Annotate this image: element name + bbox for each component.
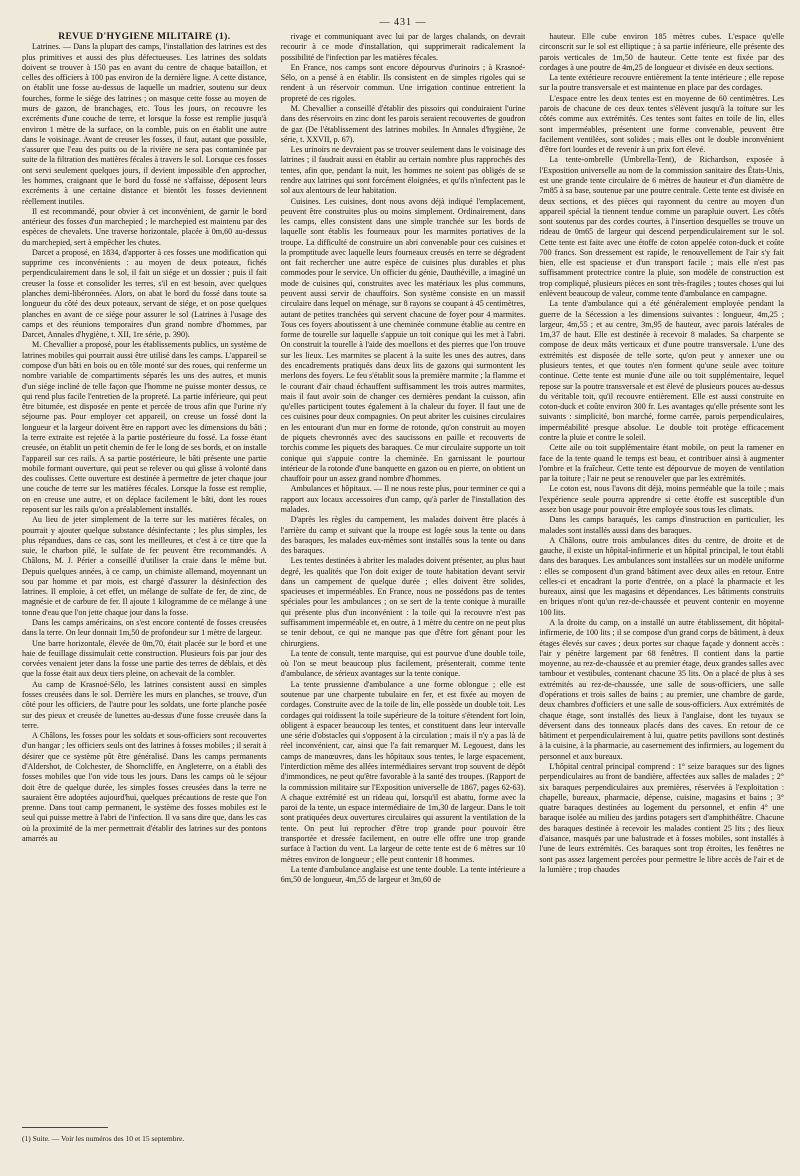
paragraph: M. Chevallier a conseillé d'établir des pissoirs qui conduiraient l'urine dans des réservoirs en zinc dont les parois seraient recouvertes de goudron de gaz (De l'établissement des latrines mobiles. In Annales d'hygiène, 2e série, t. XXVII, p. 67).: [280, 103, 526, 144]
paragraph: La tente extérieure recouvre entièrement la tente intérieure ; elle repose sur la poutre transversale et est maintenue en place par des cordages.: [539, 73, 785, 93]
paragraph: Dans les camps américains, on s'est encore contenté de fosses creusées dans la terre. On leur donnait 1m,50 de profondeur sur 1 mètre de largeur.: [22, 618, 267, 638]
paragraph: Une barre horizontale, élevée de 0m,70, était placée sur le bord et une haie de feuillage dissimulait cette construction. Plusieurs fois par jour des corvées venaient jeter dans la fosse une partie des terres de déblais, et dès que la fosse était aux deux tiers pleine, on achevait de la combler.: [22, 638, 267, 679]
paragraph: hauteur. Elle cube environ 185 mètres cubes. L'espace qu'elle circonscrit sur le sol est elliptique ; à sa partie inférieure, elle présente des parois verticales de 1m,50 de hauteur. Cette tente est fixée par des cordages à une poutre de 4m,25 de longueur et divisée en deux sections.: [539, 32, 785, 72]
article-title: REVUE D'HYGIÈNE MILITAIRE (1).: [58, 32, 231, 42]
paragraph: La tente d'ambulance anglaise est une tente double. La tente intérieure a 6m,50 de longueur, 4m,55 de largeur et 3m,60 de: [280, 864, 526, 885]
paragraph: Le coton est, nous l'avons dit déjà, moins perméable que la toile ; mais l'expérience seule pourra apprendre si cette étoffe est susceptible d'un assez bon usage pour pouvoir être employée sous tous les climats.: [539, 484, 785, 514]
paragraph: Les tentes destinées à abriter les malades doivent présenter, au plus haut degré, les qualités que l'on doit exiger de toute habitation devant servir dans un campement de quelque durée ; elles doivent être solides, spacieuses et imperméables. En France, nous ne possédons pas de tentes spéciales pour les ambulances ; on se sert de la tente conique à muraille qui présente plus d'un inconvénient : la toile qui la recouvre n'est pas suffisamment imperméable et, en outre, à 1 mètre du centre on ne peut plus se tenir debout, ce qui ne manque pas que d'être fort gênant pour les chirurgiens.: [280, 556, 526, 648]
column-1-text: [22, 42, 267, 844]
paragraph: Cette aile ou toit supplémentaire étant mobile, on peut la ramener en face de la tente quand le temps est beau, et contribuer ainsi à augmenter l'ombre et la fraîcheur. Cette tente est dépourvue de moyen de ventilation par la toiture ; l'air ne peut se renouveler que par les extrémités.: [539, 443, 785, 484]
paragraph: Au camp de Krasnoé-Sélo, les latrines consistent aussi en simples fosses creusées dans le sol. Derrière les murs en planches, se trouve, d'un côté pour les officiers, de l'autre pour les soldats, une forte planche posée sur des pieux et creusée de lunettes au-dessus d'une fosse creusée dans la terre.: [22, 679, 267, 730]
paragraph: D'après les règles du campement, les malades doivent être placés à l'arrière du camp et suivant que la troupe est logée sous la tente ou dans des baraques, les malades eux-mêmes sont installés sous la tente ou dans des baraques.: [280, 515, 526, 556]
paragraph: Cuisines. Les cuisines, dont nous avons déjà indiqué l'emplacement, peuvent être construites plus ou moins simplement. Ordinairement, dans les camps, elles consistent dans une simple tranchée sur les bords de laquelle sont établis les fourneaux pour les marmites portatives de la troupe. La difficulté de construire un abri convenable pour ces cuisines et la promptitude avec laquelle leurs fourneaux creusés en terre se dégradent ont fait rechercher une autre espèce de cuisines plus durables et plus commodes pour le service. Un officier du génie, Dauthéville, a imaginé un mode de cuisines qui, construites avec les matériaux les plus communs, peuvent aussi servir de chauffoirs. Son système consiste en un massif circulaire dans lequel on ménage, sur 8 rayons se coupant à 45 centimètres, autant de petites tranchées qui servent chacune de foyer pour 4 marmites. Tous ces foyers aboutissent à une cheminée commune établie au centre en forme de tourelle sur laquelle s'appuie un toit conique qui les met à l'abri. On construit la tourelle à l'aide des moellons et des pierres que l'on trouve sur les lieux. Les marmites se placent à la suite les unes des autres, dans des encadrements pratiqués dans deux lits de gazons qui surmontent les merlons des foyers. Le feu s'établit sous la première marmite ; la flamme et le courant d'air chaud échauffent suffisamment les trois autres marmites, mais il faut avoir soin de changer ces dernières pendant la cuisson, afin qu'elles participent toutes également à la chaleur du foyer. Il faut une de ces cuisines pour deux compagnies. On peut abriter les cuisines circulaires en les entourant d'un mur en forme de rotonde, qu'on construit au moyen de piquets chevronnés avec des saucissons en paille et recouverts de torchis comme les piquets des baraques. Ce mur circulaire supporte un toit conique qui s'appuie contre la cheminée. En garnissant le pourtour intérieur de la rotonde d'une banquette en gazon ou en pierre, on obtient un chauffoir pour un assez grand nombre d'hommes.: [280, 196, 526, 484]
paragraph: En France, nos camps sont encore dépourvus d'urinoirs ; à Krasnoé-Sélo, on a pensé à en établir. Ils consistent en de simples rigoles qui se rendent à un réservoir commun. Une irrigation continue entretient la propreté de ces rigoles.: [280, 62, 526, 103]
paragraph: M. Chevallier a proposé, pour les établissements publics, un système de latrines mobiles qui pourrait aussi être utilisé dans les camps. L'appareil se compose d'un bâti en bois ou en tôle monté sur des roues, qui renferme un nombre variable de compartiments séparés les uns des autres, et munis d'un siége incliné de telle façon que l'homme ne puisse monter dessus, ce qui rend plus facile l'entretien de la propreté. La partie inférieure, qui peut être bitumée, est disposée en pente et percée de trous afin que l'urine n'y séjourne pas. Pour employer cet appareil, on creuse un fossé dont la longueur et la largeur doivent être en rapport avec les dimensions du bâti ; la terre extraite est rejetée à la partie postérieure du fossé. La fosse étant creusée, on établit un petit chemin de fer le long de ses bords, et on installe l'appareil sur ces rails. A sa partie postérieure, le bâti présente une partie mobile formant ouverture, qui peut se relever ou qui glisse à volonté dans des coulisses. Cette ouverture est destinée à permettre de jeter chaque jour une couche de terre sur les matières fécales. Lorsque la fosse est remplie, on en creuse une autre, et on déplace facilement le bâti, dont les roues reposent sur les rails qu'on a préalablement installés.: [22, 340, 267, 514]
paragraph: L'hôpital central principal comprend : 1° seize baraques sur des lignes perpendiculaires au front de bandière, affectées aux salles de malades ; 2° six baraques perpendiculaires aux premières, réservées à l'exploitation : chapelle, bureaux, pharmacie, dépense, cuisine, magasins et bains ; 3° quatre baraques destinées au logement du personnel, et enfin 4° une baraque isolée au milieu des jardins potagers sert d'amphithéâtre. Chacune des baraques destinée à recevoir les malades contient 25 lits ; des lieux d'aisance, masqués par une balustrade et à fosses mobiles, sont installés à l'une de leurs extrémités. Ces baraques sont trop étroites, les fenêtres ne sont pas assez largement percées pour permettre le libre accès de l'air et de la lumière ; trop chaudes: [539, 761, 785, 874]
paragraph: Il est recommandé, pour obvier à cet inconvénient, de garnir le bord antérieur des fosses d'un marchepied ; le marchepied est maintenu par des espèces de chevalets. Une traverse horizontale, placée à 0m,60 au-dessus du marchepied, sert à empêcher les chutes.: [22, 206, 267, 247]
column-2-text: [281, 32, 526, 885]
column-2: [281, 32, 526, 1158]
paragraph: A Châlons, outre trois ambulances dites du centre, de droite et de gauche, il existe un hôpital-infirmerie et un hôpital principal, le tout établi dans des baraques. Les ambulances sont installées sur un modèle uniforme : elles se composent d'un grand bâtiment avec deux ailes en retour. Entre celles-ci et encadrant la porte d'entrée, on a placé la pharmacie et les bureaux, ainsi que les magasins et dépendances. Les bâtiments construits en briques n'ont qu'un rez-de-chaussée et peuvent contenir en moyenne 100 lits.: [539, 535, 785, 617]
paragraph: La tente prussienne d'ambulance a une forme oblongue ; elle est soutenue par une charpente tubulaire en fer, et est fixée au moyen de cordages. Construite avec de la toile de lin, elle possède un double toit. Les cordages qui roidissent la toile supérieure de la toiture s'étendent fort loin, obligent à espacer beaucoup les tentes, et constituent dans leur intervalle une série d'obstacles qui s'opposent à la circulation ; mais il n'y a pas là de réel inconvénient, car, ainsi que l'a fait remarquer M. Legouest, dans les camps de manœuvres, dans les hôpitaux sous tentes, le large espacement, l'interdiction même des allées intermédiaires servant trop souvent de dépôt d'immondices, ne peut qu'être favorable à la santé des troupes. (Rapport de la commission militaire sur l'Exposition universelle de 1867, pages 62-63). A chaque extrémité est un rideau qui, lorsqu'il est abattu, forme avec la paroi de la tente, un espace intermédiaire de 1m,30 de largeur. Dans le toit sont pratiquées deux ouvertures circulaires qui assurent la ventilation de la tente. On peut lui reprocher d'être trop grande pour pouvoir être transportée et dressée facilement, en outre elle offre une trop grande surface à l'action du vent. La largeur de cette tente est de 6 mètres sur 10 mètres environ de longueur ; elle peut contenir 18 hommes.: [280, 679, 526, 864]
paragraph: Les urinoirs ne devraient pas se trouver seulement dans le voisinage des latrines ; il faudrait aussi en établir au certain nombre plus rapprochés des tentes, afin que, pendant la nuit, les hommes ne soient pas obligés de se rendre aux latrines qui sont forcément éloignées, et qu'ils n'infectent pas le sol aux alentours de leur habitation.: [280, 145, 526, 196]
paragraph: Latrines. — Dans la plupart des camps, l'installation des latrines est des plus primitives et aussi des plus défectueuses. Les latrines des soldats doivent se trouver à 150 pas en avant du centre de chaque bataillon, et celles des officiers à 100 pas environ de la dernière ligne. A cette distance, on établit une fosse au-dessus de laquelle un madrier, soutenu sur deux fourches, forme le siége des latrines ; on masque cette fosse au moyen de murs de gazon, de branchages, etc. Tous les jours, on recouvre les excréments d'une couche de terre, et lorsque la fosse est remplie jusqu'à environ 1 mètre de la surface, on la comble, puis on en établit une autre dans le voisinage. Avant de creuser les fosses, il faut, autant que possible, s'assurer que l'eau des puits ou de la rivière ne sera pas contaminée par suite de la filtration des matières fécales à travers le sol. Lorsque ces fosses ont servi seulement quelques jours, il devient impossible d'en approcher, les hommes, craignant que le bord du fossé ne s'affaisse, déposent leurs excréments à une certaine distance et bientôt les fosses deviennent réellement inutiles.: [22, 42, 267, 206]
paragraph: Au lieu de jeter simplement de la terre sur les matières fécales, on pourrait y ajouter quelque substance désinfectante ; les plus simples, les plus répandues, dans ce cas, sont les meilleures, et c'est à ce titre que la suie, le charbon pilé, le sulfate de fer peuvent être recommandés. A Châlons, M. J. Périer a conseillé d'utiliser la craie dans le même but. Depuis quelques années, à ce camp, un chimiste allemand, moyennant un sou par homme et par mois, est chargé d'assurer la désinfection des latrines. Il emploie, à cet effet, un mélange de sulfate de fer, de zinc, de magnésie et de carbure de fer. Il ajoute 1 kilogramme de ce mélange à une tonne d'eau que l'on jette chaque jour dans la fosse.: [22, 515, 267, 617]
paragraph: Dans les camps baraqués, les camps d'instruction en particulier, les malades sont installés aussi dans des baraques.: [539, 515, 785, 535]
page-number: — 431 —: [379, 17, 427, 28]
paragraph: L'espace entre les deux tentes est en moyenne de 60 centimètres. Les parois de chacune de ces deux tentes s'élèvent jusqu'à la toiture sur les côtés comme aux extrémités. Ces tentes sont faites en toile de lin, elles sont imperméables, présentent une forme convenable, peuvent être facilement ventilées, sont solides ; mais elles ont le double inconvénient d'être fort lourdes et de revenir à un prix fort élevé.: [539, 93, 785, 155]
paragraph: La tente de consult, tente marquise, qui est pourvue d'une double toile, où l'on se meut beaucoup plus facilement, présenterait, comme tente d'ambulance, de sérieux avantages sur la tente conique.: [280, 648, 526, 679]
paragraph: La tente-ombrelle (Umbrella-Tent), de Richardson, exposée à l'Exposition universelle au nom de la commission sanitaire des États-Unis, est une grande tente circulaire de 6 mètres de hauteur et d'un diamètre de 7m85 à sa base, soutenue par une poutre centrale. Cette tente est divisée en deux sections, et des pièces qui rayonnent du centre au moyen d'un appareil spécial la tiennent tendue comme un parapluie ouvert. Les côtés sont soutenus par des cordes courtes, à l'insertion desquelles se trouve un rideau de 0m65 de largeur qui descend perpendiculairement sur le sol. Cette tente est faite avec une étoffe de coton appelée coton-duck et coûte 700 francs. Son dressement est rapide, le renouvellement de l'air s'y fait bien, elle est spacieuse et d'un transport facile ; mais elle n'est pas suffisamment protectrice contre la pluie, son modèle de construction est trop compliqué, plusieurs pièces en sont très-fragiles ; toutes choses qui lui enlèvent beaucoup de valeur, comme tente d'ambulance en campagne.: [539, 155, 785, 299]
columns: [22, 32, 784, 1158]
column-3: [539, 32, 784, 1158]
paragraph: rivage et communiquant avec lui par de larges chalands, on devrait recourir à ce mode d'installation, qui supprimerait radicalement la possibilité de l'infection par les matières fécales.: [280, 32, 526, 62]
footnote: (1) Suite. — Voir les numéros des 10 et 15 septembre.: [22, 1133, 185, 1143]
paragraph: Ambulances et hôpitaux. — Il ne nous reste plus, pour terminer ce qui a rapport aux locaux accessoires d'un camp, qu'à parler de l'installation des malades.: [280, 484, 526, 514]
paragraph: A la droite du camp, on a installé un autre établissement, dit hôpital-infirmerie, de 100 lits ; il se compose d'un grand corps de bâtiment, à deux étages élevés sur caves ; deux portes sur chaque façade y donnent accès : l'air y pénètre largement par 68 fenêtres. Il contient dans la partie moyenne, au rez-de-chaussée et au premier étage, deux grandes salles avec tambour et vestibules, contenant chacune 35 lits. On a placé de plus à ses extrémités au rez-de-chaussée, une salle de sous-officiers, une salle d'opérations et trois salles de bains ; au premier, une chambre de garde, deux chambres d'officiers et une salle de sous-officiers. Aux extrémités de chaque étage, sont installés des lieux à l'anglaise, dont les tuyaux se déversent dans des tonneaux placés dans des caves. En retour de ce bâtiment et perpendiculairement à lui, quatre petits pavillons sont destinés à la cuisine, à la pharmacie, au casernement des infirmiers, au logement du personnel et aux bureaux.: [539, 618, 785, 761]
paragraph: La tente d'ambulance qui a été généralement employée pendant la guerre de la Sécession a les dimensions suivantes : longueur, 4m,25 ; largeur, 4m,55 ; et au centre, 3m,95 de hauteur, avec parois latérales de 1m,37 de haut. Elle est destinée à recevoir 8 malades. Sa charpente se compose de deux mâts verticaux et d'une poutre transversale. L'une des extrémités est disposée de telle sorte, qu'on peut y annexer une ou plusieurs tentes, et que toutes n'en forment qu'une seule avec toiture continue. Cette tente est munie d'une aile ou toit supplémentaire, lequel repose sur la poutre transversale et est élevé de plusieurs pouces au-dessus du véritable toit, qu'il recouvre entièrement. Elle est aussi construite en coton-duck et coûte environ 300 fr. Les avantages qu'elle présente sont les suivants : simplicité, bon marché, forme carrée, parois perpendiculaires, imperméabilité presque absolue. Le double toit protège efficacement contre la pluie et contre le soleil.: [539, 299, 785, 442]
paragraph: Darcet a proposé, en 1834, d'apporter à ces fosses une modification qui supprime ces inconvénients : au moyen de deux poteaux, fichés perpendiculairement dans le sol, il fait un siége et un dossier ; puis il fait creuser la fosse et consolider les terres, s'il en est besoin, avec quelques planches demi-libéronnées. Alors, on abat le bord du fossé dans toute sa longueur du côté des deux poteaux, servant de siége, et on pose quelques planches en avant de ce siége pour assurer le sol (Latrines à l'usage des camps et des réunions temporaires d'un grand nombre d'hommes, par Darcet, Annales d'hygiène, t. XII, 1re série, p. 390).: [22, 247, 267, 340]
paragraph: A Châlons, les fosses pour les soldats et sous-officiers sont recouvertes d'un hangar ; les officiers seuls ont des latrines à fosses mobiles ; il serait à désirer que ce système pût être généralisé. Dans les camps permanents d'Aldershot, de Colchester, de Shorncliffe, en Angleterre, on a établi des fosses mobiles que l'on vide tous les jours. Dans les camps où le séjour doit être de quelque durée, les simples fosses creusées dans la terre ne sauraient être adoptées aujourd'hui, quelques précautions de reste que l'on prenne. Dans tout camp permanent, le système des fosses mobiles est le seul qui puisse mettre à l'abri de l'infection. Il va sans dire que, dans les cas où la proximité de la mer permettrait d'établir des latrines sur des pontons amarrés au: [22, 731, 267, 843]
column-3-text: [539, 32, 784, 875]
footnote-rule: [22, 1127, 108, 1128]
column-1: [22, 32, 267, 1158]
